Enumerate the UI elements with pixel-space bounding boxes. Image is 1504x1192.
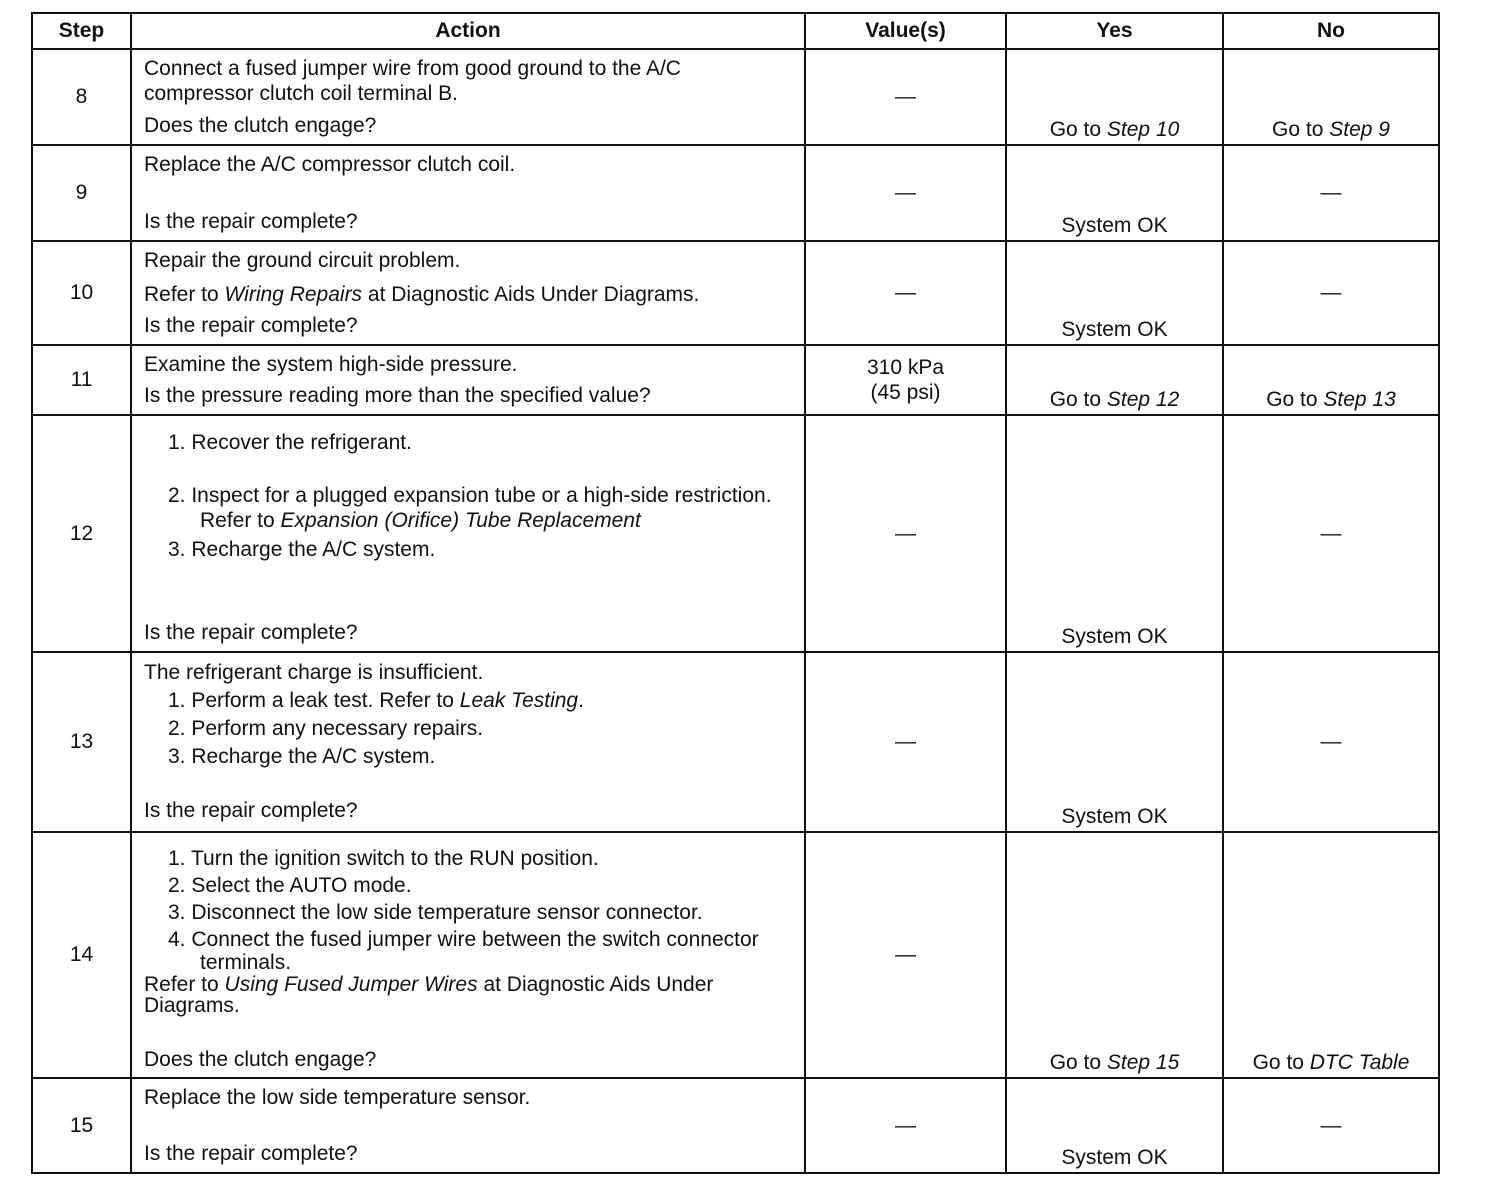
table-row (32, 49, 1439, 145)
no-cell: — (1223, 652, 1439, 832)
action-reference: Refer to Using Fused Jumper Wires at Diagnostic Aids Under Diagrams. (144, 973, 714, 1017)
yes-step-ref: Step 12 (1106, 388, 1180, 411)
action-text: The refrigerant charge is insufficient. (144, 661, 484, 684)
list-item: 4. Connect the fused jumper wire between the switch connector terminals. (168, 928, 759, 974)
header-yes: Yes (1006, 13, 1223, 49)
table-row (32, 145, 1439, 241)
reference-link: Using Fused Jumper Wires (224, 973, 478, 996)
no-step-ref: DTC Table (1309, 1051, 1410, 1074)
yes-cell (1006, 652, 1223, 832)
header-action: Action (131, 13, 805, 49)
list-item: 2. Perform any necessary repairs. (168, 717, 484, 740)
yes-text: System OK (1061, 318, 1168, 341)
reference-link: Expansion (Orifice) Tube Replacement (280, 509, 641, 532)
header-values: Value(s) (805, 13, 1006, 49)
list-item: 1. Perform a leak test. Refer to Leak Testing. (168, 689, 584, 712)
list-item: 2. Inspect for a plugged expansion tube or a high-side restriction. Refer to Expansion (Orifice) Tube Replacement (168, 484, 772, 532)
action-text: Examine the system high-side pressure. (144, 353, 518, 376)
action-text: Replace the low side temperature sensor. (144, 1086, 531, 1109)
step-number: 8 (32, 49, 131, 145)
step-number: 11 (32, 345, 131, 415)
action-question: Does the clutch engage? (144, 1048, 377, 1071)
value-cell: — (805, 1078, 1006, 1173)
yes-step-ref: Step 10 (1106, 118, 1180, 141)
step-number: 12 (32, 415, 131, 652)
list-item: 2. Select the AUTO mode. (168, 874, 412, 897)
action-question: Is the repair complete? (144, 210, 358, 233)
no-step-ref: Step 9 (1329, 118, 1390, 141)
action-question: Is the pressure reading more than the specified value? (144, 384, 651, 407)
value-cell: — (805, 415, 1006, 652)
value-cell: — (805, 145, 1006, 241)
no-cell: Go to Step 13 (1223, 345, 1439, 415)
yes-step-ref: Step 15 (1106, 1051, 1180, 1074)
no-step-ref: Step 13 (1323, 388, 1396, 411)
action-text: Replace the A/C compressor clutch coil. (144, 153, 516, 176)
table-row (32, 415, 1439, 652)
table-row (32, 1078, 1439, 1173)
yes-text: System OK (1061, 1146, 1168, 1169)
header-row (32, 13, 1439, 49)
step-number: 14 (32, 832, 131, 1078)
action-reference: Refer to Wiring Repairs at Diagnostic Aids Under Diagrams. (144, 283, 700, 306)
no-prefix: Go to (1272, 118, 1330, 141)
yes-text: System OK (1061, 625, 1168, 648)
value-cell (805, 345, 1006, 415)
yes-text: System OK (1061, 805, 1168, 828)
list-item: 1. Recover the refrigerant. (168, 431, 412, 454)
header-step: Step (32, 13, 131, 49)
list-item: 1. Turn the ignition switch to the RUN position. (168, 847, 599, 870)
action-question: Is the repair complete? (144, 621, 358, 644)
no-cell: — (1223, 241, 1439, 345)
action-question: Is the repair complete? (144, 799, 358, 822)
yes-cell (1006, 415, 1223, 652)
step-number: 15 (32, 1078, 131, 1173)
step-number: 10 (32, 241, 131, 345)
action-question: Is the repair complete? (144, 1142, 358, 1165)
table-row (32, 241, 1439, 345)
step-number: 13 (32, 652, 131, 832)
diagnostic-table (31, 12, 1440, 1174)
list-item: 3. Disconnect the low side temperature sensor connector. (168, 901, 703, 924)
table-row (32, 832, 1439, 1078)
step-number: 9 (32, 145, 131, 241)
no-cell: — (1223, 1078, 1439, 1173)
reference-link: Leak Testing (459, 689, 579, 712)
value-cell: — (805, 652, 1006, 832)
yes-cell (1006, 49, 1223, 145)
no-cell: — (1223, 145, 1439, 241)
action-text: Repair the ground circuit problem. (144, 249, 461, 272)
value-psi: (45 psi) (870, 381, 941, 404)
value-cell: — (805, 241, 1006, 345)
value-cell: — (805, 832, 1006, 1078)
no-cell (1223, 49, 1439, 145)
reference-link: Wiring Repairs (224, 283, 363, 306)
action-question: Is the repair complete? (144, 314, 358, 337)
yes-prefix: Go to (1049, 118, 1107, 141)
list-item: 3. Recharge the A/C system. (168, 745, 436, 768)
no-cell: — (1223, 415, 1439, 652)
yes-text: System OK (1061, 214, 1168, 237)
table-row (32, 652, 1439, 832)
value-kpa: 310 kPa (866, 356, 945, 379)
action-text: Connect a fused jumper wire from good ground to the A/C compressor clutch coil terminal B. (144, 57, 681, 105)
yes-cell (1006, 145, 1223, 241)
yes-cell (1006, 241, 1223, 345)
table-row (32, 345, 1439, 415)
header-no: No (1223, 13, 1439, 49)
list-item: 3. Recharge the A/C system. (168, 538, 436, 561)
yes-cell (1006, 1078, 1223, 1173)
action-question: Does the clutch engage? (144, 114, 377, 137)
yes-cell: Go to Step 15 (1006, 832, 1223, 1078)
value-cell: — (805, 49, 1006, 145)
no-cell: Go to DTC Table (1223, 832, 1439, 1078)
yes-cell: Go to Step 12 (1006, 345, 1223, 415)
